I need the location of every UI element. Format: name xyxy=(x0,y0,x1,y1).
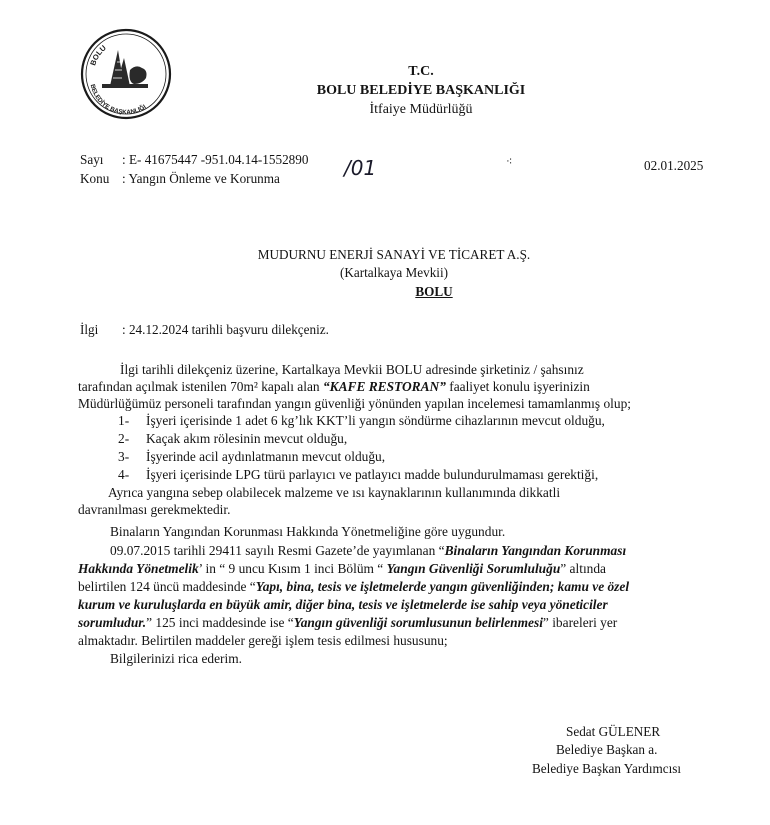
regulation-name-part1: Binaların Yangından Korunması xyxy=(444,543,627,558)
regulation-name-part2: Hakkında Yönetmelik xyxy=(78,561,199,576)
signatory-name: Sedat GÜLENER xyxy=(566,724,661,739)
p1-line3: Müdürlüğümüz personeli tarafından yangın güvenliği yönünden yapılan incelemesi tamamlanmış olup; xyxy=(78,396,631,411)
recipient-location: (Kartalkaya Mevkii) xyxy=(339,265,449,280)
list-item xyxy=(118,467,758,483)
seal-top-text: BOLU xyxy=(88,43,108,67)
ilgi-value: : 24.12.2024 tarihli başvuru dilekçeniz. xyxy=(122,322,329,337)
konu-value: : Yangın Önleme ve Korunma xyxy=(122,171,280,186)
p4-line2-text-end: ” altında xyxy=(560,561,606,576)
p4-line6: almaktadır. Belirtilen maddeler gereği işlem tesis edilmesi hususunu; xyxy=(78,633,448,648)
section-title: Yangın Güvenliği Sorumluluğu xyxy=(386,561,561,576)
p4-line1-text: 09.07.2015 tarihli 29411 sayılı Resmi Gazete’de yayımlanan “ xyxy=(110,543,445,558)
list-item xyxy=(118,449,758,465)
p1-line2 xyxy=(78,379,718,395)
p2-line1: Ayrıca yangına sebep olabilecek malzeme ve ısı kaynaklarının kullanımında dikkatli xyxy=(108,485,561,500)
recipient-city: BOLU xyxy=(415,284,453,299)
header-department: İtfaiye Müdürlüğü xyxy=(369,102,473,117)
sayi-value: : E- 41675447 -951.04.14-1552890 xyxy=(122,152,309,167)
sayi-label: Sayı xyxy=(80,152,104,167)
list-item-number: 3- xyxy=(118,449,130,464)
p1-line1 xyxy=(120,362,718,378)
p4-line5-text: ” 125 inci maddesinde ise “ xyxy=(146,615,294,630)
signatory-title2: Belediye Başkan Yardımcısı xyxy=(532,761,682,776)
article-124-quote-part1: Yapı, bina, tesis ve işletmelerde yangın güvenliğinden; kamu ve özel xyxy=(255,579,630,594)
article-124-quote-end: sorumludur. xyxy=(78,615,147,630)
p2-line2: davranılması gerekmektedir. xyxy=(78,502,231,517)
business-type: “KAFE RESTORAN” xyxy=(322,379,446,394)
article-124-quote-part2: kurum ve kuruluşlarda en büyük amir, diğer bina, tesis ve işletmelerde ise sahip veya yöneticiler xyxy=(78,597,608,612)
list-item xyxy=(118,431,758,447)
list-item-number: 2- xyxy=(118,431,130,446)
p4-line3 xyxy=(78,579,718,595)
p4-line3-text: belirtilen 124 üncü maddesinde “ xyxy=(78,579,256,594)
municipality-seal-icon xyxy=(80,28,172,120)
p4-line5-text-end: ” ibareleri yer xyxy=(542,615,618,630)
p1-line1-text: İlgi tarihli dilekçeniz üzerine, Kartalkaya Mevkii BOLU adresinde şirketiniz / şahsınız xyxy=(120,362,584,377)
seal-bottom-text: BELEDİYE BAŞKANLIĞI xyxy=(88,83,148,117)
p4-line5 xyxy=(78,615,718,631)
stray-mark: ⁖ xyxy=(506,156,513,168)
list-item-text: İşyerinde acil aydınlatmanın mevcut olduğu, xyxy=(146,449,386,464)
p4-line2 xyxy=(78,561,718,577)
article-125-quote: Yangın güvenliği sorumlusunun belirlenmesi xyxy=(293,615,543,630)
list-item-number: 1- xyxy=(118,413,130,428)
list-item-text: Kaçak akım rölesinin mevcut olduğu, xyxy=(146,431,348,446)
document-date: 02.01.2025 xyxy=(644,158,704,173)
list-item-text: İşyeri içerisinde LPG türü parlayıcı ve patlayıcı madde bulundurulmaması gerektiği, xyxy=(146,467,599,482)
p4-line2-text: ’ in “ 9 uncu Kısım 1 inci Bölüm “ xyxy=(198,561,387,576)
header-tc: T.C. xyxy=(408,64,434,79)
header-municipality: BOLU BELEDİYE BAŞKANLIĞI xyxy=(316,83,526,98)
list-item-number: 4- xyxy=(118,467,130,482)
closing-line: Bilgilerinizi rica ederim. xyxy=(110,651,242,666)
p1-line2-text-c: faaliyet konulu işyerinizin xyxy=(445,379,590,394)
list-item xyxy=(118,413,758,429)
recipient-company: MUDURNU ENERJİ SANAYİ VE TİCARET A.Ş. xyxy=(257,247,531,262)
ilgi-label: İlgi xyxy=(80,322,99,337)
konu-label: Konu xyxy=(80,171,110,186)
p4-line1 xyxy=(110,543,718,559)
signatory-title1: Belediye Başkan a. xyxy=(556,742,658,757)
sayi-handwritten-mark: /01 xyxy=(344,156,377,180)
list-item-text: İşyeri içerisinde 1 adet 6 kg’lık KKT’li yangın söndürme cihazlarının mevcut olduğu, xyxy=(146,413,605,428)
p3-line: Binaların Yangından Korunması Hakkında Yönetmeliğine göre uygundur. xyxy=(110,524,506,539)
p1-line2-text-a: tarafından açılmak istenilen 70m² kapalı alan xyxy=(78,379,323,394)
